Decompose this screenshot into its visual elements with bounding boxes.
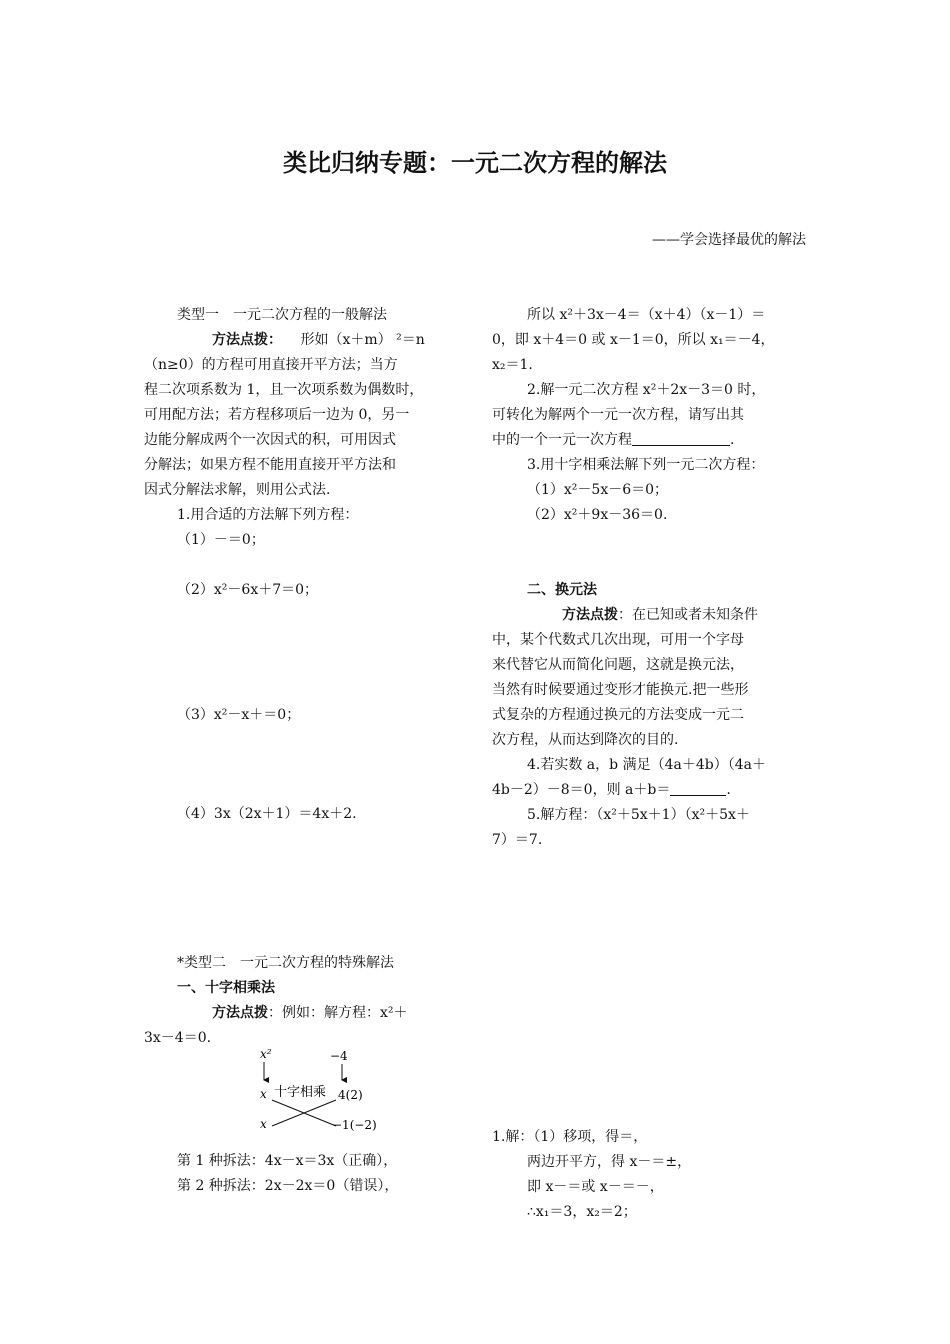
- question-2-line-2: 可转化为解两个一元一次方程，请写出其: [492, 407, 744, 423]
- method3-line-3: 来代替它从而简化问题，这就是换元法，: [492, 657, 744, 673]
- page-title: 类比归纳专题：一元二次方程的解法: [283, 149, 667, 177]
- question-2-line-3: 中的一个一元一次方程 .: [492, 432, 735, 448]
- question-1-part-4: （4）3x（2x＋1）＝4x＋2.: [177, 806, 357, 822]
- section-1-heading: 一、十字相乘法: [177, 980, 275, 996]
- question-5-line-1: 5.解方程：（x²＋5x＋1）（x²＋5x＋: [527, 807, 750, 823]
- type2-heading: *类型二 一元二次方程的特殊解法: [177, 955, 394, 971]
- diagram-mid-right: 4(2): [338, 1088, 363, 1102]
- method1-text-eq: ²＝n: [396, 332, 425, 348]
- method1-line-6: 分解法；如果方程不能用直接开平方法和: [144, 457, 396, 473]
- diagram-label: 十字相乘: [274, 1085, 327, 1100]
- answer-line-4: ∴x₁＝3，x₂＝2；: [527, 1204, 637, 1220]
- question-1-part-3: （3）x²－x＋＝0；: [177, 707, 301, 723]
- question-4-line-2: 4b－2）－8＝0，则 a＋b＝ .: [492, 782, 731, 798]
- page-subtitle: ——学会选择最优的解法: [652, 232, 806, 248]
- method1-line-4: 可用配方法；若方程移项后一边为 0，另一: [144, 407, 410, 423]
- diagram-bot-right: −1(−2): [332, 1118, 377, 1132]
- question-2-text: 中的一个一元一次方程: [492, 432, 632, 448]
- question-5-line-2: 7）＝7.: [492, 832, 543, 848]
- split-method-1: 第 1 种拆法：4x－x＝3x（正确），: [177, 1153, 398, 1169]
- method3-line-2: 中，某个代数式几次出现，可用一个字母: [492, 632, 744, 648]
- question-3-part-2: （2）x²＋9x－36＝0.: [527, 507, 668, 523]
- continuation-line-3: x₂＝1.: [492, 357, 533, 373]
- continuation-line-1: 所以 x²＋3x－4＝（x＋4）（x－1）＝: [527, 307, 766, 323]
- question-4-line-1: 4.若实数 a，b 满足（4a＋4b）（4a＋: [527, 757, 766, 773]
- method1-line-5: 边能分解成两个一次因式的积，可用因式: [144, 432, 396, 448]
- method2-text: ：例如：解方程：x²＋: [268, 1005, 408, 1021]
- method1-line-3: 程二次项系数为 1，且一次项系数为偶数时，: [144, 382, 424, 398]
- question-2-line-1: 2.解一元二次方程 x²＋2x－3＝0 时，: [527, 382, 766, 398]
- cross-multiplication-diagram: [250, 1046, 390, 1134]
- method3-line-4: 当然有时候要通过变形才能换元.把一些形: [492, 682, 749, 698]
- question-3-part-1: （1）x²－5x－6＝0；: [527, 482, 669, 498]
- method3-line-5: 式复杂的方程通过换元的方法变成一元二: [492, 707, 744, 723]
- section-2-heading: 二、换元法: [527, 582, 597, 598]
- method2-line-2: 3x－4＝0.: [144, 1030, 212, 1046]
- diagram-top-left: x²: [260, 1047, 272, 1061]
- method3-text: ：在已知或者未知条件: [618, 607, 758, 623]
- answer-blank: [632, 431, 730, 446]
- split-method-2: 第 2 种拆法：2x－2x＝0（错误），: [177, 1178, 399, 1194]
- method3-line-1: [562, 603, 758, 627]
- method1-line-2: （n≥0）的方程可用直接开平方法；当方: [144, 357, 398, 373]
- diagram-top-right: −4: [330, 1049, 348, 1063]
- continuation-line-2: 0，即 x＋4＝0 或 x－1＝0，所以 x₁＝－4，: [492, 332, 775, 348]
- method1-line-1: [212, 328, 425, 352]
- answer-line-1: 1.解：（1）移项，得＝，: [492, 1129, 648, 1145]
- question-4-text: 4b－2）－8＝0，则 a＋b＝: [492, 782, 671, 798]
- method-label: 方法点拨：: [212, 332, 282, 348]
- diagram-mid-left: x: [260, 1087, 267, 1101]
- question-3-intro: 3.用十字相乘法解下列一元二次方程：: [527, 457, 765, 473]
- question-1-intro: 1.用合适的方法解下列方程：: [177, 507, 359, 523]
- method3-line-6: 次方程，从而达到降次的目的.: [492, 732, 679, 748]
- answer-line-2: 两边开平方，得 x－＝±，: [527, 1154, 692, 1170]
- type1-heading: 类型一 一元二次方程的一般解法: [177, 307, 387, 323]
- method-label: 方法点拨: [212, 1005, 268, 1021]
- method1-text: 形如（x＋m）: [300, 332, 392, 348]
- answer-line-3: 即 x－＝或 x－＝－，: [527, 1179, 664, 1195]
- method-label: 方法点拨: [562, 607, 618, 623]
- answer-blank: [670, 781, 726, 796]
- diagram-bot-left: x: [260, 1117, 267, 1131]
- method1-line-7: 因式分解法求解，则用公式法.: [144, 482, 331, 498]
- question-1-part-2: （2）x²－6x＋7＝0；: [177, 582, 319, 598]
- method2-line-1: [212, 1001, 408, 1025]
- question-1-part-1: （1）－＝0；: [177, 532, 265, 548]
